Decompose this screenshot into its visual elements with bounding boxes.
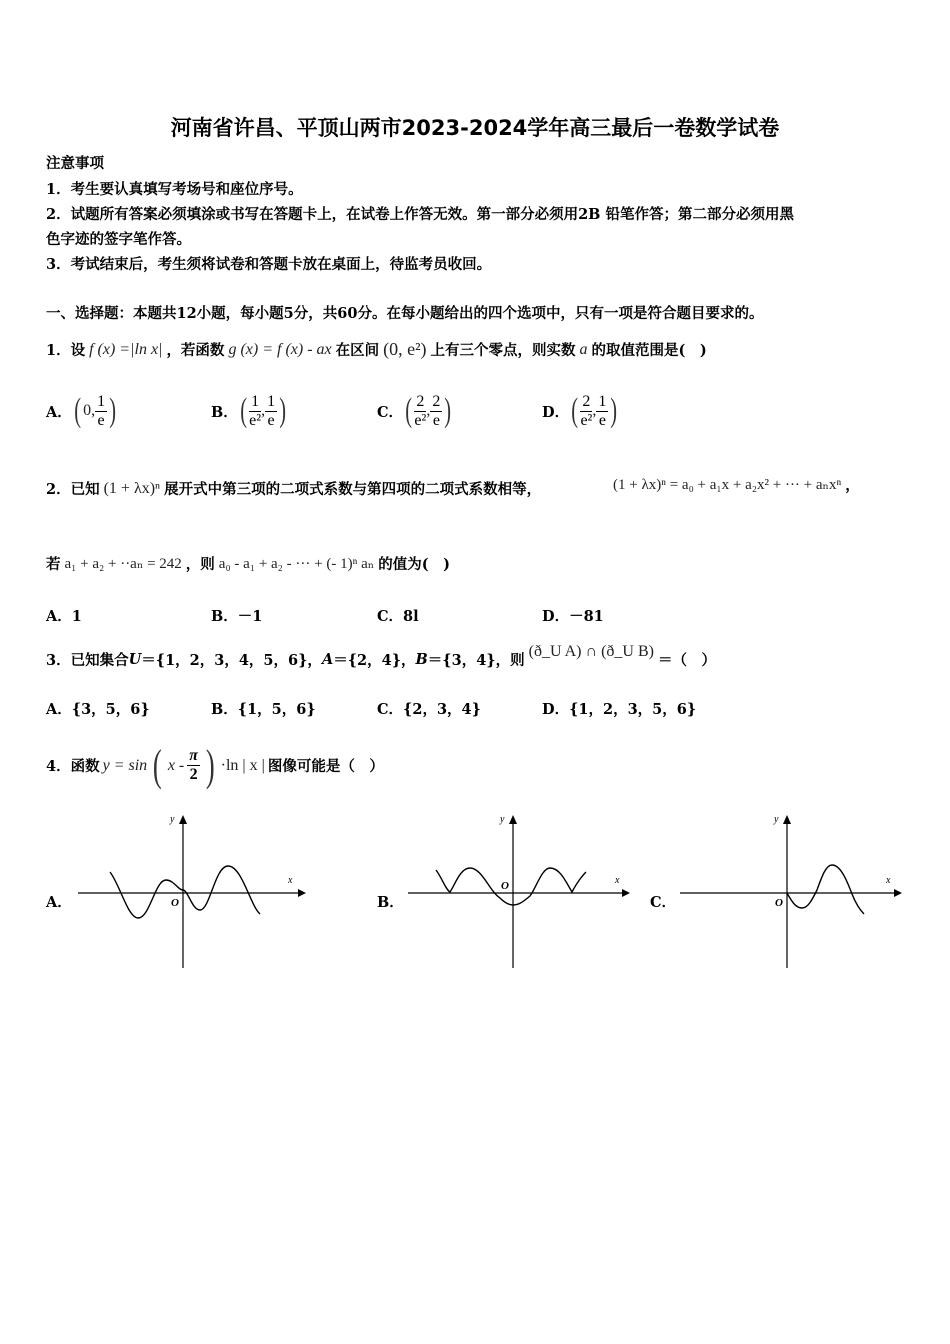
q2-option-d: D．－81: [542, 608, 604, 625]
q2-text-1: 展开式中第三项的二项式系数与第四项的二项式系数相等，: [164, 481, 542, 498]
q1-option-b-frac-2: [265, 393, 277, 430]
notice-item-2: 2．试题所有答案必须填涂或书写在答题卡上，在试卷上作答无效。第一部分必须用2B 铅笔作答；第二部分必须用黑: [46, 206, 794, 223]
x-arrow-icon: [298, 889, 306, 897]
q3-text-3: ＝{2，4}，: [333, 652, 416, 669]
q1-option-c-frac-1: [414, 393, 426, 430]
q1-text-3: 上有三个零点，则实数: [430, 342, 576, 359]
question-2-condition: [46, 553, 450, 574]
q4-number: 4．函数: [46, 758, 100, 775]
num: 2: [416, 392, 425, 410]
notice-heading: 注意事项: [46, 155, 104, 172]
num: 2: [432, 392, 441, 410]
num: π: [189, 747, 198, 764]
q1-option-b: [211, 392, 288, 430]
question-2: [46, 478, 541, 499]
q1-text-1: ，若函数: [166, 342, 225, 359]
notice-item-2-cont: 色字迹的签字笔作答。: [46, 231, 191, 248]
q4-graph-a: [70, 810, 310, 975]
curve: [787, 865, 864, 914]
den: e²: [414, 411, 427, 429]
q2-expansion: [613, 474, 860, 495]
close-paren: ): [444, 392, 452, 429]
x-label: x: [886, 875, 891, 886]
q3-text-1: 3．已知集合: [46, 652, 129, 669]
notice-item-3: 3．考试结束后，考生须将试卷和答题卡放在桌面上，待监考员收回。: [46, 256, 492, 273]
comma: ,: [592, 402, 597, 419]
close-paren: ): [610, 392, 618, 429]
q1-option-a-label: A．: [46, 403, 72, 421]
q1-a: a: [579, 340, 588, 358]
q4-expr-pre: y = sin: [102, 756, 148, 774]
comma: ,: [426, 402, 431, 419]
q1-option-d: [542, 392, 620, 430]
q3-option-b: B．{1，5，6}: [211, 701, 316, 718]
q1-number: 1．设: [46, 342, 86, 359]
x-arrow-icon: [622, 889, 630, 897]
question-1: [46, 339, 707, 360]
close-paren: ): [205, 741, 215, 790]
den: e²: [580, 411, 593, 429]
q1-option-b-label: B．: [211, 403, 238, 421]
q3-option-d: D．{1，2，3，5，6}: [542, 701, 697, 718]
q1-option-d-frac-1: [580, 393, 592, 430]
q4-text: 图像可能是（ ）: [267, 758, 384, 775]
y-arrow-icon: [179, 815, 187, 824]
q2-expr-3: a₀ - a₁ + a₂ - ··· + (- 1)ⁿ aₙ: [218, 556, 375, 572]
q2-cond: a₁ + a₂ + ··aₙ = 242: [64, 556, 182, 572]
notice-item-1: 1．考生要认真填写考场号和座位序号。: [46, 181, 303, 198]
den: e: [598, 411, 606, 429]
x-arrow-icon: [894, 889, 902, 897]
y-label: y: [170, 814, 175, 825]
origin-label: O: [171, 897, 179, 909]
q2-expr-1: (1 + λx)ⁿ: [103, 479, 161, 497]
q3-option-c: C．{2，3，4}: [377, 701, 481, 718]
q1-option-c-label: C．: [377, 403, 404, 421]
q1-option-d-label: D．: [542, 403, 570, 421]
q4-graph-b-label: B．: [377, 894, 404, 911]
q2-text-3: ，则: [185, 556, 215, 573]
num: 1: [267, 392, 276, 410]
y-arrow-icon: [509, 815, 517, 824]
x-label: x: [288, 875, 293, 886]
y-label: y: [500, 814, 505, 825]
q2-option-c: C．8l: [377, 608, 419, 625]
q4-graph-c: [672, 810, 912, 975]
y-label: y: [774, 814, 779, 825]
close-paren: ): [279, 392, 287, 429]
q1-option-a-frac: [95, 393, 107, 430]
question-4: [46, 740, 384, 791]
q2-text-2: 若: [46, 556, 61, 573]
q4-graph-b: [400, 810, 640, 975]
y-arrow-icon: [783, 815, 791, 824]
q4-graph-c-label: C．: [650, 894, 677, 911]
page-title: 河南省许昌、平顶山两市2023-2024学年高三最后一卷数学试卷: [170, 116, 780, 140]
question-3: [46, 642, 716, 670]
q3-expr: (ð_U A) ∩ (ð_U B): [528, 642, 654, 660]
q3-text-2: ＝{1，2，3，4，5，6}，: [141, 652, 322, 669]
q2-text-4: 的值为( ): [378, 556, 450, 573]
q1-option-c-frac-2: [430, 393, 442, 430]
num: 1: [598, 392, 607, 410]
q3-set-U: U: [128, 651, 142, 668]
den: e²: [249, 411, 262, 429]
q1-interval: (0, e²): [383, 339, 427, 359]
q3-text-4: ＝{3，4}，则: [427, 652, 525, 669]
open-paren: (: [571, 392, 579, 429]
origin-label: O: [775, 897, 783, 909]
open-paren: (: [405, 392, 413, 429]
den: e: [267, 411, 275, 429]
q4-expr-x: x -: [167, 756, 185, 774]
q1-option-a-left: 0,: [83, 402, 96, 419]
curve: [110, 866, 260, 918]
q2-number: 2．已知: [46, 481, 100, 498]
q1-text-4: 的取值范围是( ): [591, 342, 707, 359]
open-paren: (: [74, 392, 81, 429]
den: e: [432, 411, 440, 429]
q3-set-A: A: [321, 651, 334, 668]
q2-comma: ，: [845, 477, 860, 494]
den: e: [97, 411, 105, 429]
curve: [436, 868, 586, 905]
q1-option-d-frac-2: [596, 393, 608, 430]
q3-option-a: A．{3，5，6}: [46, 701, 150, 718]
q1-f-expr: f (x) =|ln x|: [89, 340, 163, 358]
q3-set-B: B: [415, 651, 428, 668]
open-paren: (: [153, 741, 162, 790]
open-paren: (: [240, 392, 247, 429]
q2-option-a: A．1: [46, 608, 82, 625]
origin-label: O: [501, 880, 509, 892]
num: 1: [251, 392, 260, 410]
q1-g-expr: g (x) = f (x) - ax: [228, 340, 332, 358]
q1-option-b-frac-1: [249, 393, 261, 430]
den: 2: [189, 766, 198, 783]
q3-text-5: ＝（ ）: [657, 652, 716, 669]
q4-pi-over-2: [187, 747, 200, 784]
q1-option-a: [46, 392, 118, 430]
comma: ,: [261, 402, 266, 419]
q1-option-c: [377, 392, 454, 430]
close-paren: ): [109, 392, 117, 429]
section-heading: 一、选择题：本题共12小题，每小题5分，共60分。在每小题给出的四个选项中，只有一项是符合题目要求的。: [46, 305, 764, 322]
num: 2: [582, 392, 591, 410]
x-label: x: [615, 875, 620, 886]
q2-option-b: B．－1: [211, 608, 263, 625]
q4-expr-post: ·ln | x |: [220, 756, 265, 774]
q4-graph-a-label: A．: [46, 894, 72, 911]
q1-text-2: 在区间: [335, 342, 380, 359]
num: 1: [97, 392, 106, 410]
q2-expr-2: (1 + λx)ⁿ = a₀ + a₁x + a₂x² + ··· + aₙxⁿ: [613, 477, 842, 493]
